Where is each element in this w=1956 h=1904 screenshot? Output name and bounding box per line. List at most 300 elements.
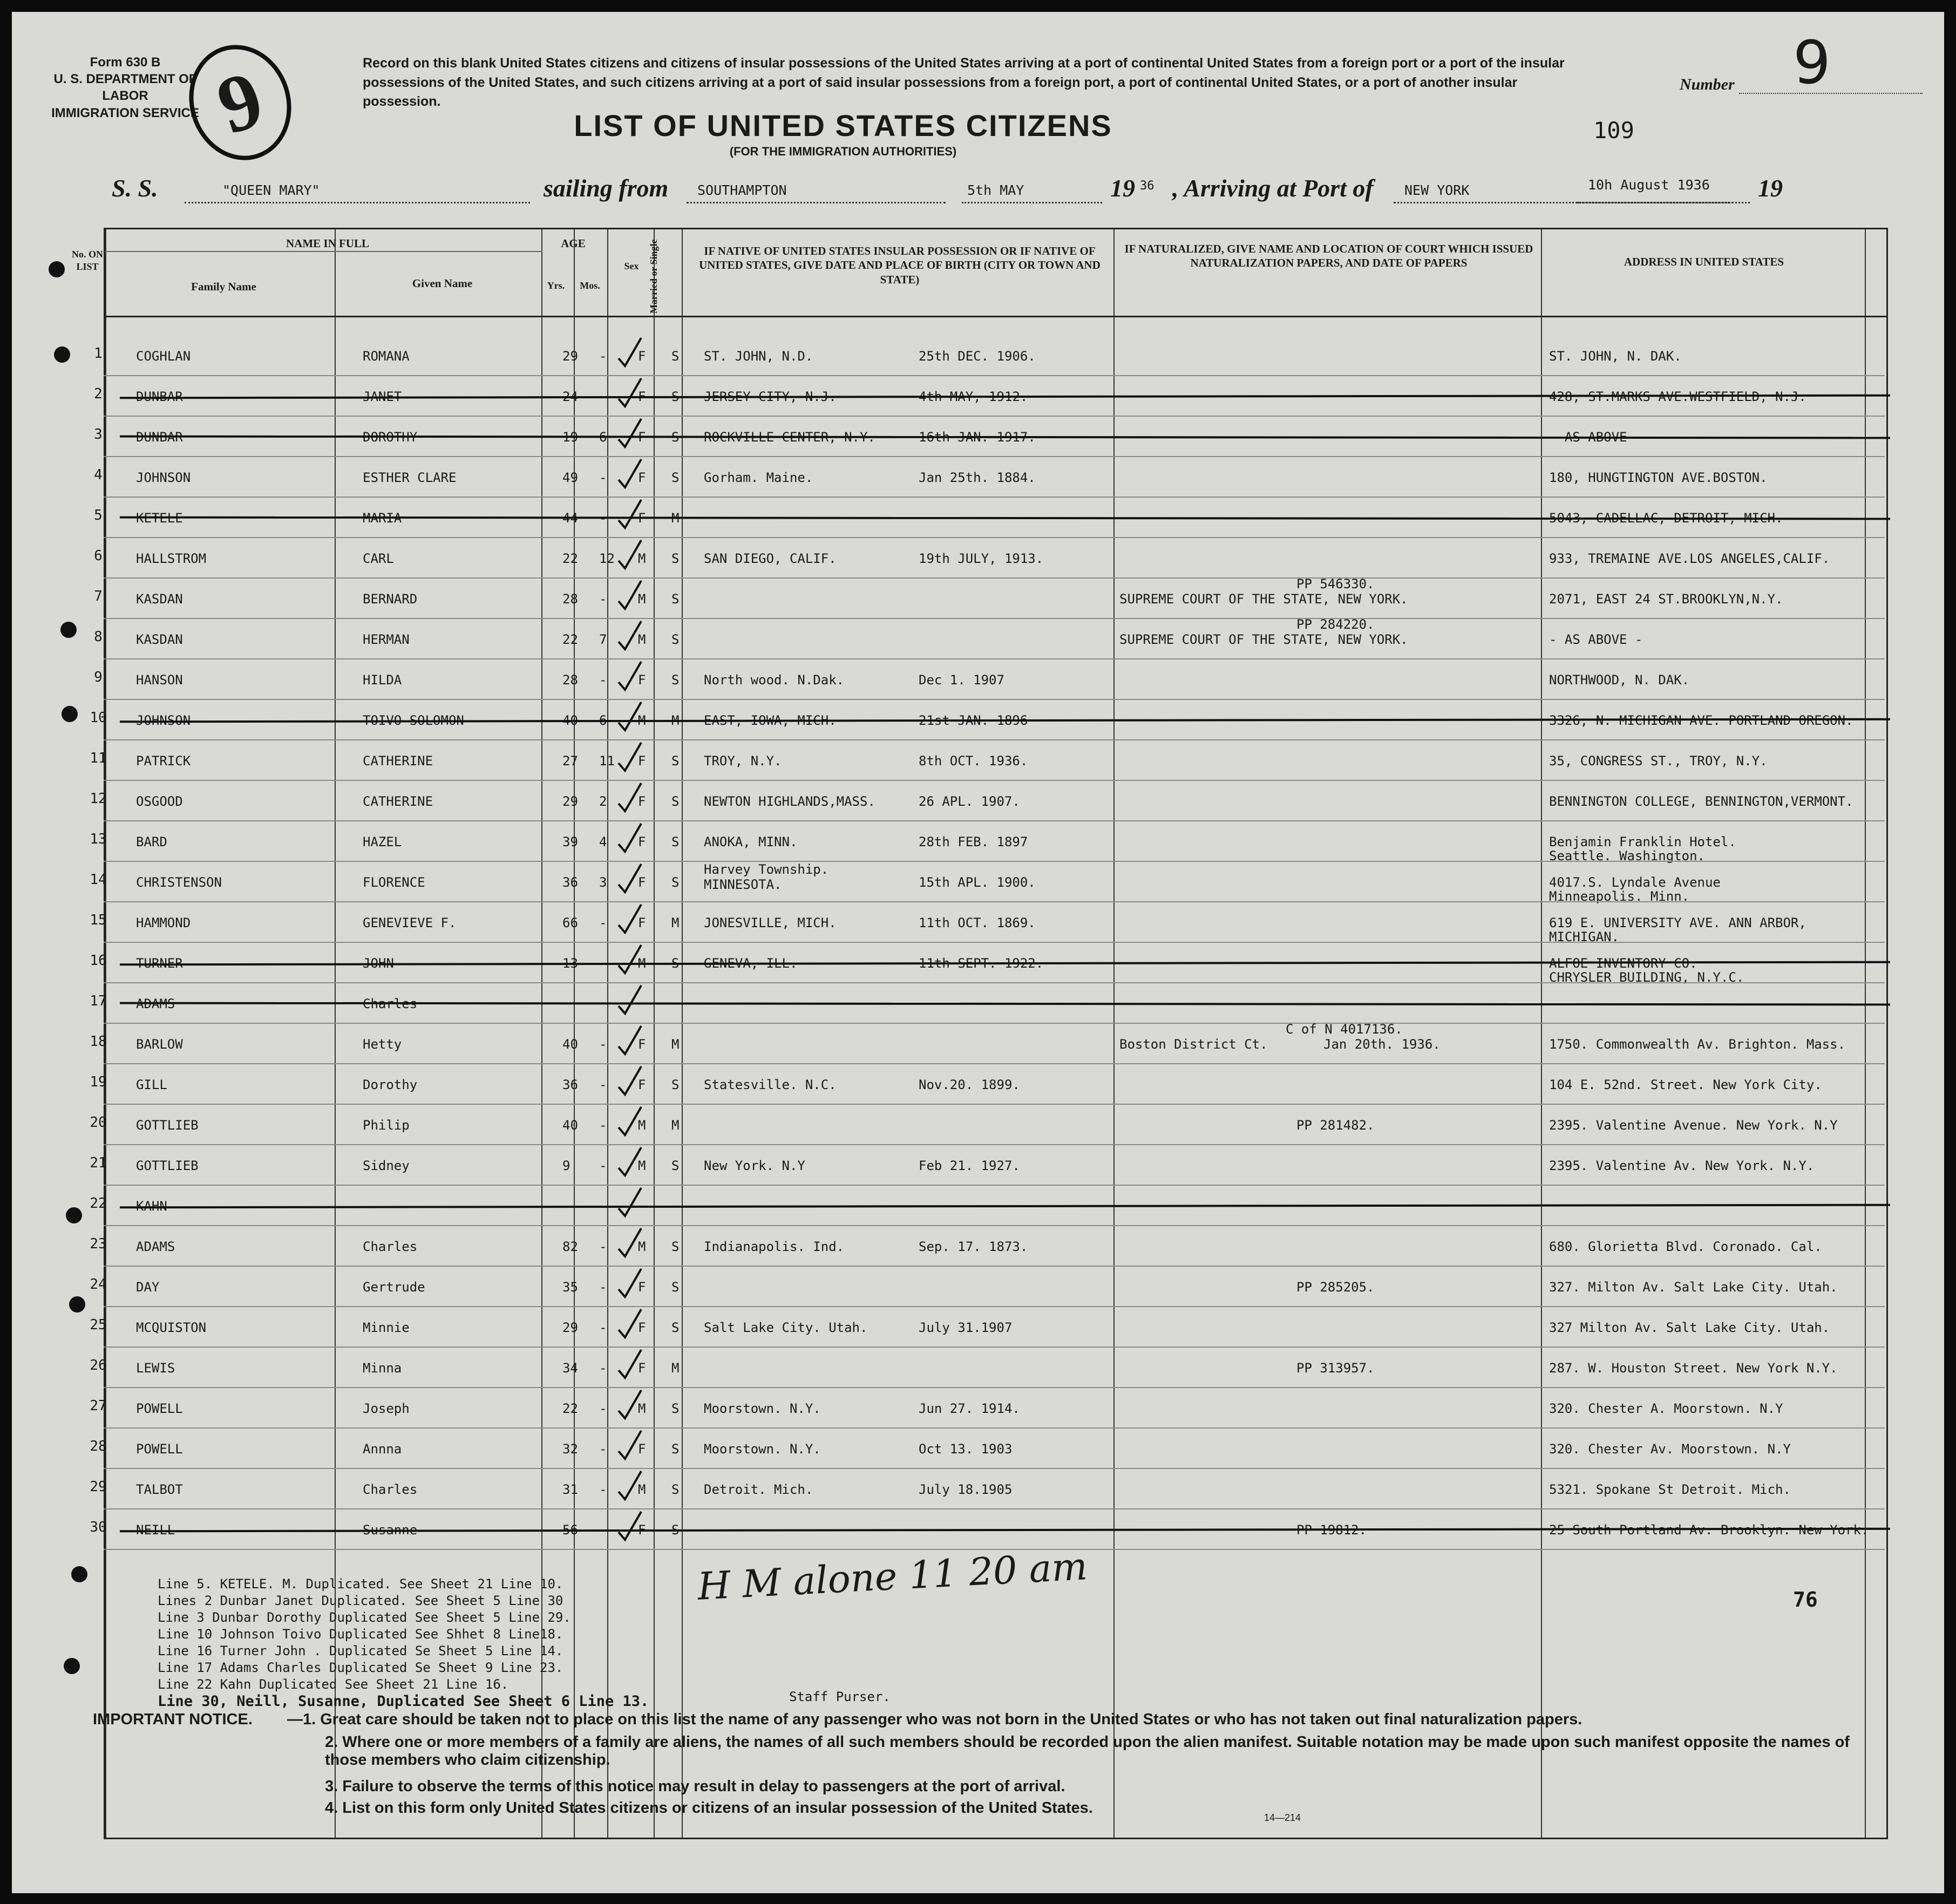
cell-birthdate: 26 APL. 1907. (919, 794, 1020, 809)
year-prefix: 19 (1110, 174, 1135, 202)
check-mark-icon (616, 619, 643, 651)
table-row (12, 576, 1874, 618)
cell-mos: 7 (599, 632, 607, 647)
cell-ms: S (671, 1441, 680, 1457)
cell-birthplace: Indianapolis. Ind. (704, 1239, 845, 1254)
arriving-label: , Arriving at Port of (1172, 174, 1374, 202)
cell-mos: 6 (599, 713, 607, 728)
cell-sex: F (638, 1320, 646, 1335)
cell-no: 30 (90, 1519, 107, 1535)
cell-family: HAMMOND (136, 915, 191, 930)
cell-ms: M (671, 713, 680, 728)
cell-yrs: 13 (562, 956, 578, 971)
cell-family: BARD (136, 834, 167, 849)
table-row (12, 619, 1874, 658)
cell-yrs: 82 (562, 1239, 578, 1254)
cell-address: 680. Glorietta Blvd. Coronado. Cal. (1549, 1239, 1822, 1254)
cell-birthplace: New York. N.Y (704, 1158, 805, 1173)
cell-sex: F (638, 1361, 646, 1376)
binder-hole (64, 1658, 80, 1674)
table-row (12, 1307, 1874, 1347)
cell-given: TOIVO SOLOMON (363, 713, 464, 728)
binder-hole (49, 261, 65, 277)
cell-birthdate: 19th JULY, 1913. (919, 551, 1044, 566)
cell-yrs: 36 (562, 875, 578, 890)
check-mark-icon (616, 902, 643, 935)
cell-sex: F (638, 915, 646, 930)
cell-no: 3 (94, 426, 103, 443)
date-underline (962, 202, 1102, 203)
cell-no: 14 (90, 872, 107, 888)
note-line: Line 30, Neill, Susanne, Duplicated See Sheet 6 Line 13. (158, 1693, 649, 1710)
header-family-name: Family Name (191, 280, 256, 293)
check-mark-icon (616, 498, 643, 530)
cell-birthdate: 11th OCT. 1869. (919, 915, 1036, 930)
cell-address: 327. Milton Av. Salt Lake City. Utah. (1549, 1280, 1838, 1295)
check-mark-icon (616, 457, 643, 489)
table-row (12, 1509, 1874, 1549)
cell-birthdate: 15th APL. 1900. (919, 875, 1036, 890)
cell-given: HILDA (363, 672, 402, 688)
note-line: Line 17 Adams Charles Duplicated Se Sheet 9 Line 23. (158, 1660, 563, 1675)
cell-address: 2395. Valentine Avenue. New York. N.Y (1549, 1118, 1838, 1133)
cell-given: Joseph (363, 1401, 410, 1416)
check-mark-icon (616, 1105, 643, 1137)
cell-no: 11 (90, 750, 107, 766)
cell-ms: S (671, 1239, 680, 1254)
manifest-rows (12, 336, 1944, 1538)
header-mos: Mos. (580, 280, 600, 291)
cell-address: 2395. Valentine Av. New York. N.Y. (1549, 1158, 1815, 1173)
cell-ms: S (671, 1320, 680, 1335)
header-naturalized: IF NATURALIZED, GIVE NAME AND LOCATION OF COURT WHICH ISSUED NATURALIZATION PAPERS, AND DATE OF PAPERS (1124, 242, 1533, 270)
cell-birthdate: Sep. 17. 1873. (919, 1239, 1028, 1254)
cell-ms: S (671, 551, 680, 566)
cell-family: MCQUISTON (136, 1320, 207, 1335)
check-mark-icon (616, 1509, 643, 1542)
cell-no: 24 (90, 1276, 107, 1293)
cell-family: TURNER (136, 956, 183, 971)
cell-yrs: 66 (562, 915, 578, 930)
cell-family: DUNBAR (136, 430, 183, 445)
cell-birthplace: Statesville. N.C. (704, 1077, 837, 1092)
header-yrs: Yrs. (547, 280, 565, 291)
cell-mos: - (599, 1401, 607, 1416)
cell-birthdate: 28th FEB. 1897 (919, 834, 1028, 849)
cell-ms: S (671, 753, 680, 769)
cell-sex: F (638, 511, 646, 526)
cell-sex: M (638, 713, 646, 728)
cell-address: 2071, EAST 24 ST.BROOKLYN,N.Y. (1549, 591, 1783, 607)
cell-family: PATRICK (136, 753, 191, 769)
print-code: 14—214 (1264, 1812, 1301, 1823)
cell-yrs: 29 (562, 794, 578, 809)
cell-mos: - (599, 1118, 607, 1133)
cell-ms: S (671, 349, 680, 364)
duplicate-notes (158, 1576, 697, 1710)
check-mark-icon (616, 781, 643, 813)
cell-mos: 11 (599, 753, 615, 769)
cell-sex: F (638, 1077, 646, 1092)
check-mark-icon (616, 579, 643, 611)
cell-address: 619 E. UNIVERSITY AVE. ANN ARBOR, (1549, 915, 1806, 930)
arrival-port: NEW YORK (1404, 182, 1470, 198)
notice-item-4: 4. List on this form only United States citizens or citizens of an insular possession of the United States. (325, 1799, 1093, 1817)
note-line: Lines 2 Dunbar Janet Duplicated. See Sheet 5 Line 30 (158, 1593, 563, 1608)
cell-mos: - (599, 915, 607, 930)
binder-hole (69, 1296, 85, 1313)
cell-mos: - (599, 1522, 607, 1538)
cell-yrs: 31 (562, 1482, 578, 1497)
sailing-from: SOUTHAMPTON (697, 182, 787, 198)
cell-birthplace: NEWTON HIGHLANDS,MASS. (704, 794, 875, 809)
cell-address: 4017.S. Lyndale Avenue (1549, 875, 1721, 890)
cell-ms: S (671, 1482, 680, 1497)
check-mark-icon (616, 1348, 643, 1380)
cell-address: 5321. Spokane St Detroit. Mich. (1549, 1482, 1791, 1497)
cell-no: 1 (94, 345, 103, 362)
page-number: 109 (1593, 117, 1634, 144)
cell-court: SUPREME COURT OF THE STATE, NEW YORK. (1119, 632, 1408, 647)
table-row (12, 498, 1874, 537)
table-row (12, 376, 1874, 416)
cell-birthplace: ROCKVILLE CENTER, N.Y. (704, 430, 875, 445)
cell-family: BARLOW (136, 1037, 183, 1052)
cell-family: CHRISTENSON (136, 875, 222, 890)
cell-yrs: 22 (562, 1401, 578, 1416)
sailing-date: 5th MAY (967, 182, 1024, 198)
cell-sex: F (638, 672, 646, 688)
cell-yrs: 44 (562, 511, 578, 526)
check-mark-icon (616, 943, 643, 975)
cell-given: DOROTHY (363, 430, 418, 445)
cell-birthdate: 11th SEPT. 1922. (919, 956, 1044, 971)
cell-birthplace: Moorstown. N.Y. (704, 1441, 821, 1457)
cell-no: 26 (90, 1357, 107, 1373)
cell-no: 15 (90, 912, 107, 928)
cell-address: - AS ABOVE - (1549, 632, 1643, 647)
cell-sex: M (638, 1239, 646, 1254)
cell-given: ROMANA (363, 349, 410, 364)
ss-label: S. S. (112, 174, 158, 202)
check-mark-icon (616, 1186, 643, 1218)
cell-yrs: 19 (562, 430, 578, 445)
cell-family: GOTTLIEB (136, 1158, 199, 1173)
cell-mos: - (599, 1037, 607, 1052)
binder-hole (54, 346, 70, 363)
cell-given: MARIA (363, 511, 402, 526)
cell-court: Boston District Ct. (1119, 1037, 1268, 1052)
cell-given: Minna (363, 1361, 402, 1376)
cell-ms: S (671, 875, 680, 890)
cell-family: KAHN (136, 1199, 167, 1214)
cell-no: 13 (90, 831, 107, 847)
cell-no: 22 (90, 1195, 107, 1212)
cell-no: 2 (94, 386, 103, 402)
cell-ms: S (671, 632, 680, 647)
cell-no: 21 (90, 1155, 107, 1171)
cell-court-no: PP 19812. (1296, 1522, 1367, 1538)
form-id-line: Form 630 B (90, 55, 161, 70)
check-mark-icon (616, 1307, 643, 1339)
page-title: LIST OF UNITED STATES CITIZENS (574, 108, 1112, 142)
cell-birthplace: Gorham. Maine. (704, 470, 813, 485)
cell-family: JOHNSON (136, 713, 191, 728)
table-row (12, 1186, 1874, 1225)
header-no-on-list: No. ON LIST (72, 249, 103, 272)
cell-ms: M (671, 1037, 680, 1052)
cell-address: 5043, CADELLAC, DETROIT, MICH. (1549, 511, 1783, 526)
check-mark-icon (616, 659, 643, 692)
cell-birthdate: July 18.1905 (919, 1482, 1013, 1497)
cell-yrs: 28 (562, 591, 578, 607)
check-mark-icon (616, 1064, 643, 1097)
cell-address2: Minneapolis. Minn. (1549, 889, 1690, 904)
cell-no: 10 (90, 710, 107, 726)
cell-address: - AS ABOVE - (1549, 430, 1643, 445)
cell-family: ADAMS (136, 996, 175, 1011)
table-row (12, 336, 1874, 375)
cell-yrs: 40 (562, 1118, 578, 1133)
cell-sex: M (638, 1158, 646, 1173)
cell-given: HERMAN (363, 632, 410, 647)
cell-address: Benjamin Franklin Hotel. (1549, 834, 1736, 849)
cell-given: Charles (363, 996, 418, 1011)
cell-given: Susanne (363, 1522, 418, 1538)
cell-ms: S (671, 430, 680, 445)
table-row (12, 902, 1874, 942)
cell-mos: - (599, 1077, 607, 1092)
form-id-line: U. S. DEPARTMENT OF LABOR (53, 72, 197, 104)
check-mark-icon (616, 983, 643, 1016)
cell-given: Sidney (363, 1158, 410, 1173)
number-label: Number (1680, 76, 1735, 93)
cell-yrs: 28 (562, 672, 578, 688)
table-row (12, 1469, 1874, 1508)
cell-address: 3326, N. MICHIGAN AVE. PORTLAND OREGON. (1549, 713, 1853, 728)
table-row (12, 943, 1874, 985)
manifest-sheet (12, 12, 1944, 1893)
cell-address: ALFOE INVENTORY CO. (1549, 956, 1697, 971)
cell-address: NORTHWOOD, N. DAK. (1549, 672, 1690, 688)
cell-no: 7 (94, 588, 103, 604)
cell-sex: F (638, 389, 646, 404)
cell-family: ADAMS (136, 1239, 175, 1254)
cell-mos: 12 (599, 551, 615, 566)
cell-no: 5 (94, 507, 103, 523)
check-mark-icon (616, 1145, 643, 1178)
cell-address: 25 South Portland Av. Brooklyn. New York. (1549, 1522, 1869, 1538)
table-row (12, 1064, 1874, 1104)
table-row (12, 417, 1874, 456)
cell-given: JOHN (363, 956, 394, 971)
cell-birthplace: GENEVA, ILL. (704, 956, 798, 971)
ship-underline (185, 202, 530, 203)
cell-birthplace: SAN DIEGO, CALIF. (704, 551, 837, 566)
header-age: AGE (561, 237, 586, 250)
cell-address: 104 E. 52nd. Street. New York City. (1549, 1077, 1822, 1092)
check-mark-icon (616, 336, 643, 368)
cell-sex: M (638, 551, 646, 566)
sailing-from-label: sailing from (544, 174, 669, 202)
binder-hole (60, 622, 77, 638)
cell-given: Charles (363, 1239, 418, 1254)
cell-birthplace: Harvey Township. MINNESOTA. (704, 862, 829, 892)
cell-address2: Seattle. Washington. (1549, 848, 1705, 863)
cell-given: CATHERINE (363, 753, 433, 769)
binder-hole (62, 706, 78, 722)
cell-sex: M (638, 1401, 646, 1416)
cell-family: TALBOT (136, 1482, 183, 1497)
cell-sex: F (638, 1441, 646, 1457)
ship-name: "QUEEN MARY" (222, 182, 320, 198)
cell-ms: S (671, 1158, 680, 1173)
cell-yrs: 22 (562, 551, 578, 566)
cell-family: KETELE (136, 511, 183, 526)
cell-sex: F (638, 349, 646, 364)
cell-no: 28 (90, 1438, 107, 1454)
cell-family: LEWIS (136, 1361, 175, 1376)
table-row (12, 1024, 1874, 1063)
cell-ms: S (671, 834, 680, 849)
cell-sex: M (638, 591, 646, 607)
cell-ms: M (671, 1361, 680, 1376)
cell-family: NEILL (136, 1522, 175, 1538)
cell-ms: M (671, 511, 680, 526)
binder-hole (66, 1207, 82, 1223)
cell-birthplace: Salt Lake City. Utah. (704, 1320, 868, 1335)
note-line: Line 5. KETELE. M. Duplicated. See Sheet 21 Line 10. (158, 1576, 563, 1592)
table-row (12, 1348, 1874, 1387)
cell-yrs: 22 (562, 632, 578, 647)
cell-birthplace: JONESVILLE, MICH. (704, 915, 837, 930)
cell-birthdate: Jan 25th. 1884. (919, 470, 1036, 485)
cell-address: 327 Milton Av. Salt Lake City. Utah. (1549, 1320, 1830, 1335)
cell-court-no: PP 313957. (1296, 1361, 1375, 1376)
cell-given: FLORENCE (363, 875, 425, 890)
check-mark-icon (616, 1429, 643, 1461)
cell-mos: - (599, 349, 607, 364)
cell-given: ESTHER CLARE (363, 470, 457, 485)
cell-given: CARL (363, 551, 394, 566)
cell-family: KASDAN (136, 591, 183, 607)
record-instructions: Record on this blank United States citizens and citizens of insular possessions of the United States arriving at a port of continental United States from a foreign port or a port of the insular possessions of the United States, and such citizens arriving at a port of said insular possessions from a foreign port, a port of continental United States, or a port of another insular possession. (363, 56, 1565, 109)
cell-court-date: Jan 20th. 1936. (1323, 1037, 1441, 1052)
table-row (12, 740, 1874, 780)
check-mark-icon (616, 1469, 643, 1501)
from-underline (687, 202, 946, 203)
cell-family: DAY (136, 1280, 160, 1295)
cell-address: 428, ST.MARKS AVE.WESTFIELD, N.J. (1549, 389, 1806, 404)
arrival-underline (1577, 202, 1750, 203)
check-mark-icon (616, 1388, 643, 1420)
cell-no: 29 (90, 1479, 107, 1495)
cell-family: KASDAN (136, 632, 183, 647)
check-mark-icon (616, 417, 643, 449)
cell-given: Charles (363, 1482, 418, 1497)
cell-address: 320. Chester A. Moorstown. N.Y (1549, 1401, 1783, 1416)
cell-given: Gertrude (363, 1280, 425, 1295)
notice-item-2: 2. Where one or more members of a family are aliens, the names of all such members should be recorded upon the alien manifest. Suitable notation may be made upon such manifest opposite the names of those members who claim citizenship. (325, 1733, 1850, 1769)
cell-no: 20 (90, 1114, 107, 1131)
cell-given: BERNARD (363, 591, 418, 607)
header-birth: IF NATIVE OF UNITED STATES INSULAR POSSESSION OR IF NATIVE OF UNITED STATES, GIVE DATE AND PLACE OF BIRTH (CITY OR TOWN AND STATE) (699, 244, 1101, 286)
check-mark-icon (616, 376, 643, 409)
cell-mos: - (599, 1441, 607, 1457)
cell-address2: CHRYSLER BUILDING, N.Y.C. (1549, 970, 1744, 985)
cell-address: 35, CONGRESS ST., TROY, N.Y. (1549, 753, 1768, 769)
check-mark-icon (616, 700, 643, 732)
cell-birthdate: 4th MAY, 1912. (919, 389, 1028, 404)
cell-given: Minnie (363, 1320, 410, 1335)
header-given-name: Given Name (412, 277, 473, 290)
cell-birthdate: 21st JAN. 1896 (919, 713, 1028, 728)
cell-sex: F (638, 470, 646, 485)
table-row (12, 538, 1874, 577)
cell-address2: MICHIGAN. (1549, 929, 1620, 944)
cell-address: 933, TREMAINE AVE.LOS ANGELES,CALIF. (1549, 551, 1830, 566)
check-mark-icon (616, 1267, 643, 1299)
table-row (12, 1267, 1874, 1306)
cell-sex: F (638, 834, 646, 849)
circled-sheet-number: 9 (174, 32, 306, 174)
check-mark-icon (616, 538, 643, 570)
cell-yrs: 29 (562, 349, 578, 364)
cell-sex: F (638, 1037, 646, 1052)
table-row (12, 821, 1874, 861)
cell-no: 16 (90, 953, 107, 969)
cell-birthplace: North wood. N.Dak. (704, 672, 845, 688)
cell-sex: M (638, 632, 646, 647)
cell-birthdate: Dec 1. 1907 (919, 672, 1004, 688)
notice-item-3: 3. Failure to observe the terms of this notice may result in delay to passengers at the port of arrival. (325, 1778, 1065, 1795)
table-row (12, 700, 1874, 739)
handwritten-signature: H M alone 11 20 am (696, 1544, 1089, 1609)
sheet-count: 76 (1793, 1588, 1818, 1611)
table-row (12, 1105, 1874, 1144)
cell-birthdate: 8th OCT. 1936. (919, 753, 1028, 769)
cell-no: 27 (90, 1398, 107, 1414)
binder-hole (71, 1566, 87, 1582)
note-line: Line 3 Dunbar Dorothy Duplicated See Sheet 5 Line 29. (158, 1610, 571, 1625)
cell-birthdate: July 31.1907 (919, 1320, 1013, 1335)
cell-mos: - (599, 511, 607, 526)
cell-mos: - (599, 1320, 607, 1335)
cell-address: BENNINGTON COLLEGE, BENNINGTON,VERMONT. (1549, 794, 1853, 809)
cell-no: 23 (90, 1236, 107, 1252)
cell-no: 9 (94, 669, 103, 685)
cell-address: ST. JOHN, N. DAK. (1549, 349, 1682, 364)
cell-family: GILL (136, 1077, 167, 1092)
cell-sex: F (638, 753, 646, 769)
cell-given: Dorothy (363, 1077, 418, 1092)
cell-mos: - (599, 1158, 607, 1173)
cell-given: CATHERINE (363, 794, 433, 809)
cell-ms: S (671, 1522, 680, 1538)
check-mark-icon (616, 1024, 643, 1056)
cell-ms: S (671, 470, 680, 485)
cell-given: Hetty (363, 1037, 402, 1052)
cell-ms: S (671, 389, 680, 404)
strike-through-line (120, 1204, 1890, 1209)
header-address: ADDRESS IN UNITED STATES (1624, 255, 1784, 268)
cell-mos: - (599, 389, 607, 404)
cell-mos: - (599, 1482, 607, 1497)
cell-court-no: PP 281482. (1296, 1118, 1375, 1133)
cell-court-no: PP 285205. (1296, 1280, 1375, 1295)
notice-label: IMPORTANT NOTICE. (93, 1711, 253, 1728)
table-row (12, 1145, 1874, 1185)
